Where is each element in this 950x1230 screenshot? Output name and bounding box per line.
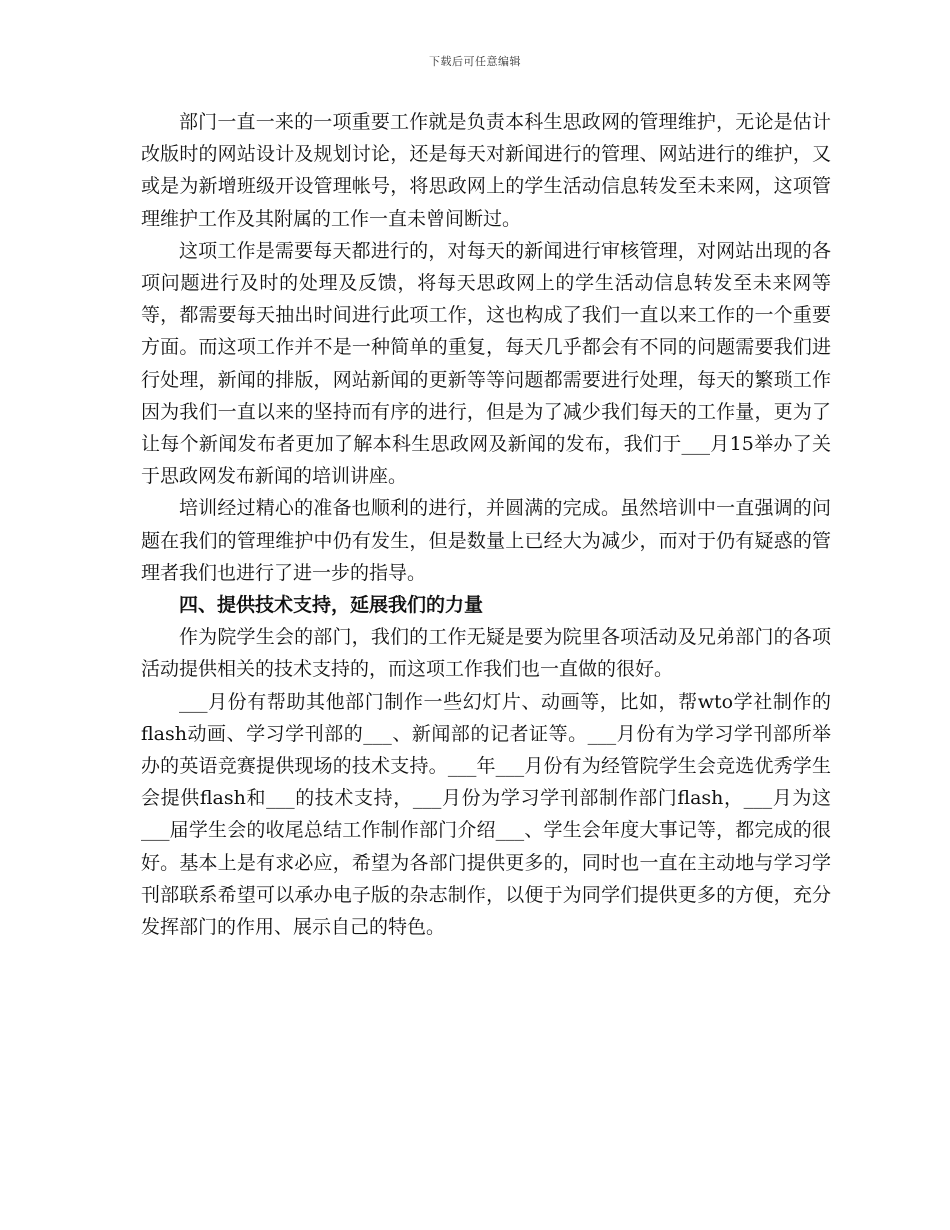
paragraph-daily-work: 这项工作是需要每天都进行的，对每天的新闻进行审核管理，对网站出现的各项问题进行及时的处理及反馈，将每天思政网上的学生活动信息转发至未来网等等，都需要每天抽出时间进行此项工作，这也构成了我们一直以来工作的一个重要方面。而这项工作并不是一种简单的重复，每天几乎都会有不同的问题需要我们进行处理，新闻的排版，网站新闻的更新等等问题都需要进行处理，每天的繁琐工作因为我们一直以来的坚持而有序的进行，但是为了减少我们每天的工作量，更为了让每个新闻发布者更加了解本科生思政网及新闻的发布，我们于___月15举办了关于思政网发布新闻的培训讲座。 — [141, 239, 831, 488]
paragraph-tech-support-details: ___月份有帮助其他部门制作一些幻灯片、动画等，比如，帮wto学社制作的flash动画、学习学刊部的___、新闻部的记者证等。___月份有为学习学刊部所举办的英语竞赛提供现场的技术支持。___年___月份有为经管院学生会竞选优秀学生会提供flash和___的技术支持，___月份为学习学刊部制作部门flash，___月为这___届学生会的收尾总结工作制作部门介绍___、学生会年度大事记等，都完成的很好。基本上是有求必应，希望为各部门提供更多的，同时也一直在主动地与学习学刊部联系希望可以承办电子版的杂志制作，以便于为同学们提供更多的方便，充分发挥部门的作用、展示自己的特色。 — [141, 690, 831, 939]
paragraph-website-maintenance: 部门一直一来的一项重要工作就是负责本科生思政网的管理维护，无论是估计改版时的网站设计及规划讨论，还是每天对新闻进行的管理、网站进行的维护，又或是为新增班级开设管理帐号，将思政网上的学生活动信息转发至未来网，这项管理维护工作及其附属的工作一直未曾间断过。 — [141, 111, 831, 230]
paragraph-training: 培训经过精心的准备也顺利的进行，并圆满的完成。虽然培训中一直强调的问题在我们的管理维护中仍有发生，但是数量上已经大为减少，而对于仍有疑惑的管理者我们也进行了进一步的指导。 — [141, 497, 831, 584]
page-header: 下载后可任意编辑 — [429, 55, 521, 68]
paragraph-tech-support-intro: 作为院学生会的部门，我们的工作无疑是要为院里各项活动及兄弟部门的各项活动提供相关的技术支持的，而这项工作我们也一直做的很好。 — [141, 626, 831, 681]
document-body — [141, 106, 831, 943]
section-heading-tech-support: 四、提供技术支持，延展我们的力量 — [179, 594, 484, 617]
